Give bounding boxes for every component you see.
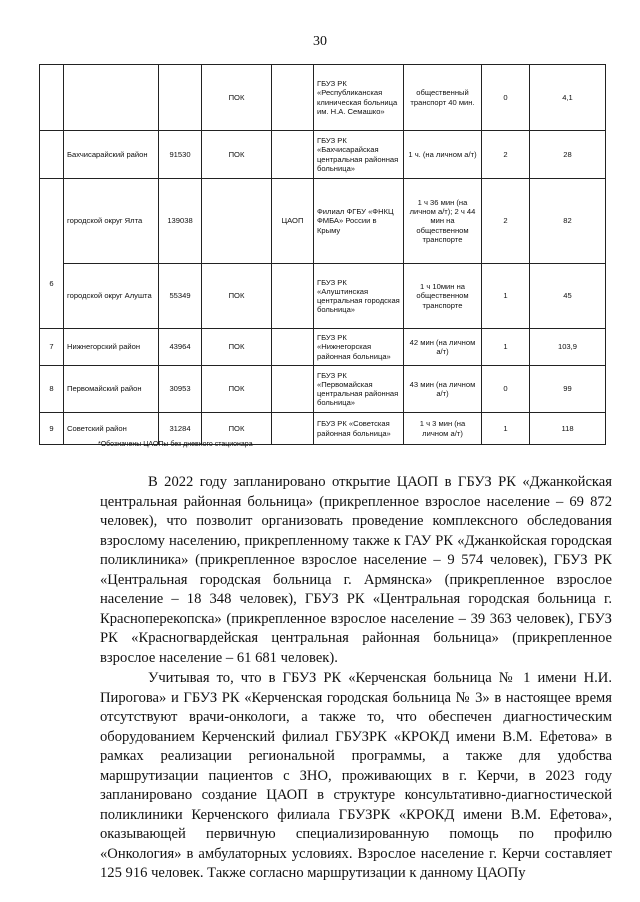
table-footnote: *Обозначены ЦАОПы без дневного стационара <box>98 441 253 448</box>
population-cell <box>159 65 202 131</box>
count-cell: 0 <box>482 65 530 131</box>
row-index: 9 <box>40 413 64 445</box>
table-row <box>40 366 606 413</box>
institution-cell: ГБУЗ РК «Алуштинская центральная городская больница» <box>314 264 404 329</box>
facilities-table <box>39 64 606 445</box>
count-cell: 2 <box>482 131 530 179</box>
body-text <box>100 473 612 884</box>
page-number: 30 <box>313 34 327 49</box>
population-cell: 31284 <box>159 413 202 445</box>
type-pok-cell: ПОК <box>202 366 272 413</box>
type-caop-cell <box>272 413 314 445</box>
type-pok-cell: ПОК <box>202 264 272 329</box>
row-index: 7 <box>40 329 64 366</box>
type-pok-cell: ПОК <box>202 413 272 445</box>
table-row <box>40 65 606 131</box>
row-index <box>40 65 64 131</box>
travel-time-cell: общественный транспорт 40 мин. <box>404 65 482 131</box>
institution-cell: ГБУЗ РК «Советская районная больница» <box>314 413 404 445</box>
count-cell: 1 <box>482 413 530 445</box>
travel-time-cell: 1 ч 36 мин (на личном а/т); 2 ч 44 мин на общественном транспорте <box>404 179 482 264</box>
count-cell: 1 <box>482 264 530 329</box>
population-cell: 139038 <box>159 179 202 264</box>
count-cell: 0 <box>482 366 530 413</box>
institution-cell: ГБУЗ РК «Нижнегорская районная больница» <box>314 329 404 366</box>
table-row <box>40 264 606 329</box>
district-cell: Советский район <box>64 413 159 445</box>
row-index: 8 <box>40 366 64 413</box>
type-pok-cell: ПОК <box>202 329 272 366</box>
population-cell: 91530 <box>159 131 202 179</box>
district-cell: Нижнегорский район <box>64 329 159 366</box>
institution-cell: ГБУЗ РК «Республиканская клиническая больница им. Н.А. Семашко» <box>314 65 404 131</box>
value-cell: 103,9 <box>530 329 606 366</box>
travel-time-cell: 42 мин (на личном а/т) <box>404 329 482 366</box>
type-caop-cell <box>272 264 314 329</box>
table-row <box>40 413 606 445</box>
value-cell: 118 <box>530 413 606 445</box>
institution-cell: Филиал ФГБУ «ФНКЦ ФМБА» России в Крыму <box>314 179 404 264</box>
travel-time-cell: 1 ч 10мин на общественном транспорте <box>404 264 482 329</box>
district-cell: городской округ Ялта <box>64 179 159 264</box>
travel-time-cell: 43 мин (на личном а/т) <box>404 366 482 413</box>
type-caop-cell <box>272 131 314 179</box>
district-cell: городской округ Алушта <box>64 264 159 329</box>
value-cell: 82 <box>530 179 606 264</box>
type-caop-cell <box>272 366 314 413</box>
institution-cell: ГБУЗ РК «Бахчисарайская центральная районная больница» <box>314 131 404 179</box>
population-cell: 43964 <box>159 329 202 366</box>
paragraph: Учитывая то, что в ГБУЗ РК «Керченская больница № 1 имени Н.И. Пирогова» и ГБУЗ РК «Керченская городская больница № 3» в настоящее время отсутствуют врачи-онкологи, а также то, что обеспечен диагностическим оборудованием Керченский филиал ГБУЗРК «КРОКД имени В.М. Ефетова» в рамках реализации региональной программы, а также для удобства маршрутизации пациентов с ЗНО, проживающих в г. Керчи, в 2023 году запланировано создание ЦАОП в структуре консультативно-диагностической поликлиники Керченского филиала ГБУЗРК «КРОКД имени В.М. Ефетова», оказывающей первичную специализированную помощь по профилю «Онкология» в амбулаторных условиях. Взрослое население г. Керчи составляет 125 916 человек. Также согласно маршрутизации к данному ЦАОПу <box>100 670 612 881</box>
travel-time-cell: 1 ч 3 мин (на личном а/т) <box>404 413 482 445</box>
type-caop-cell: ЦАОП <box>272 179 314 264</box>
type-caop-cell <box>272 329 314 366</box>
paragraph: В 2022 году запланировано открытие ЦАОП в ГБУЗ РК «Джанкойская центральная районная больница» (прикрепленное взрослое население – 69 872 человек), что позволит организовать проведение комплексного обследования взрослому населению, прикрепленному также к ГАУ РК «Джанкойская городская поликлиника» (прикрепленное взрослое население – 9 574 человек), ГБУЗ РК «Центральная городская больница г. Армянска» (прикрепленное взрослое население – 18 348 человек), ГБУЗ РК «Центральная городская больница г. Красноперекопска» (прикрепленное взрослое население – 39 363 человек), ГБУЗ РК «Красногвардейская центральная районная больница» (прикрепленное взрослое население – 61 681 человек). <box>100 474 612 666</box>
value-cell: 28 <box>530 131 606 179</box>
value-cell: 45 <box>530 264 606 329</box>
type-pok-cell <box>202 179 272 264</box>
value-cell: 99 <box>530 366 606 413</box>
type-pok-cell: ПОК <box>202 131 272 179</box>
row-index <box>40 131 64 179</box>
count-cell: 2 <box>482 179 530 264</box>
row-index: 6 <box>40 179 64 329</box>
district-cell: Первомайский район <box>64 366 159 413</box>
count-cell: 1 <box>482 329 530 366</box>
table-row <box>40 179 606 264</box>
travel-time-cell: 1 ч. (на личном а/т) <box>404 131 482 179</box>
population-cell: 55349 <box>159 264 202 329</box>
type-caop-cell <box>272 65 314 131</box>
type-pok-cell: ПОК <box>202 65 272 131</box>
value-cell: 4,1 <box>530 65 606 131</box>
district-cell: Бахчисарайский район <box>64 131 159 179</box>
population-cell: 30953 <box>159 366 202 413</box>
table-row <box>40 329 606 366</box>
district-cell <box>64 65 159 131</box>
table-row <box>40 131 606 179</box>
institution-cell: ГБУЗ РК «Первомайская центральная районная больница» <box>314 366 404 413</box>
